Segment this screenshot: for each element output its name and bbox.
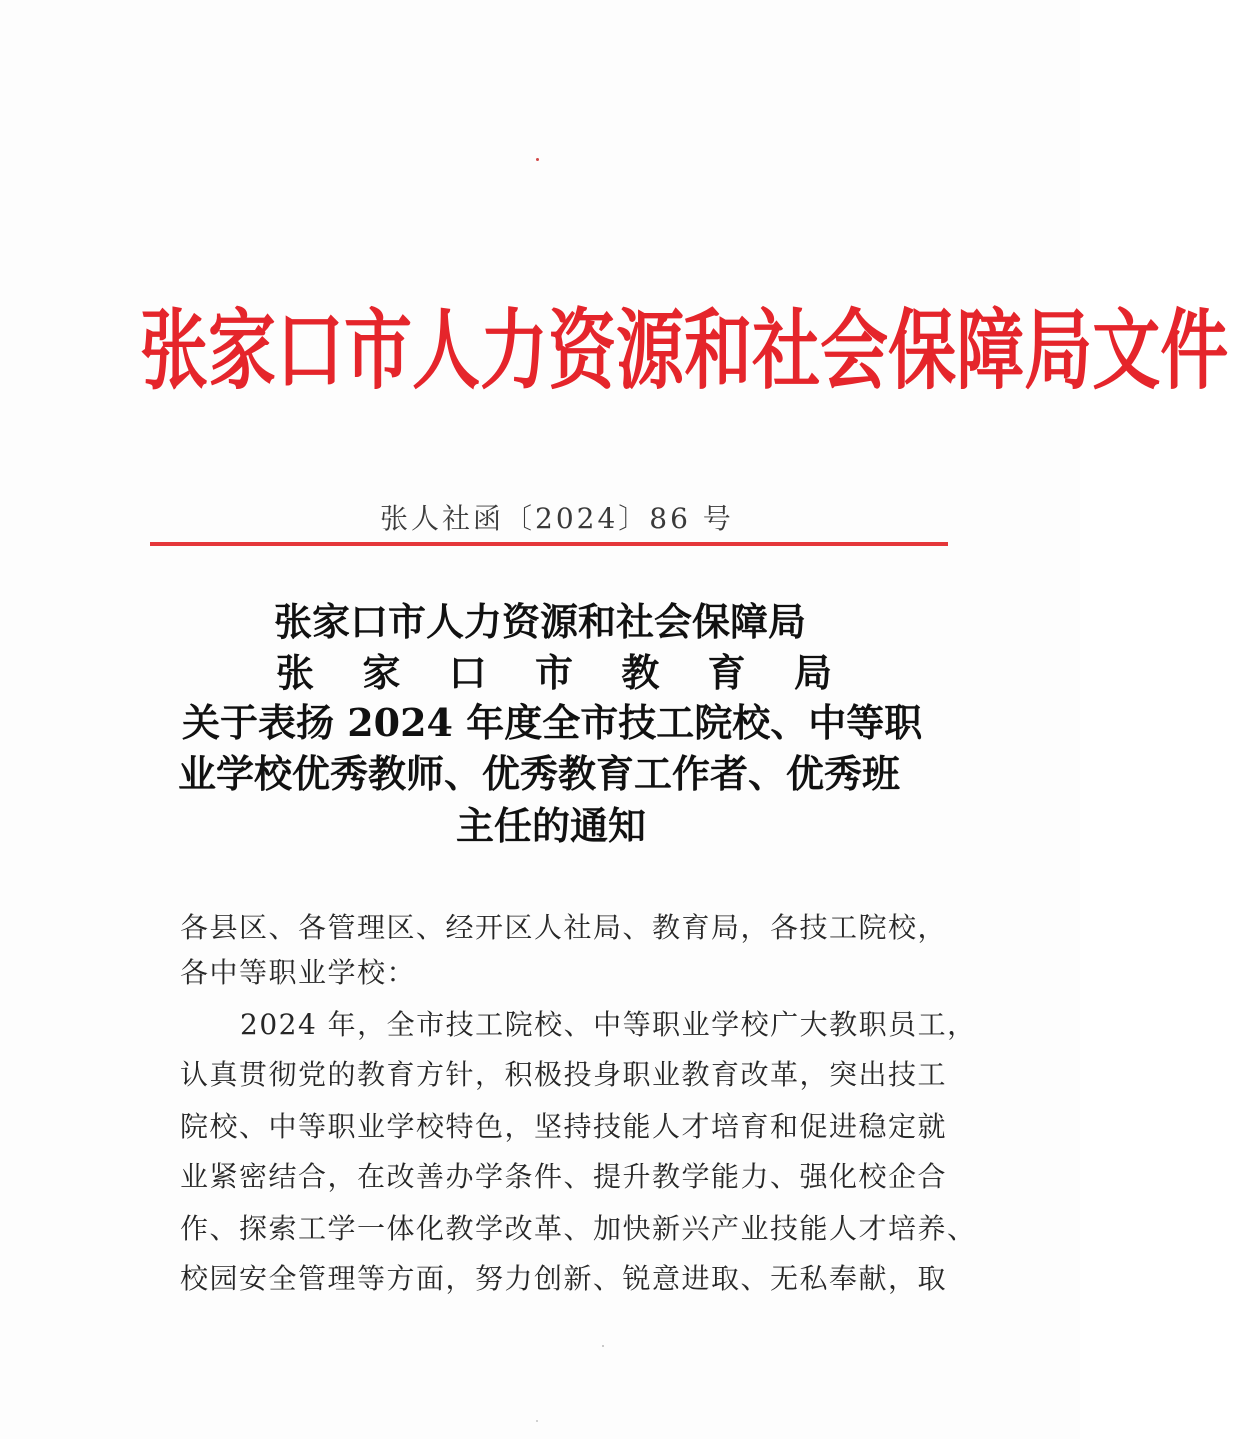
masthead-char: 源 bbox=[616, 299, 685, 403]
masthead-char: 保 bbox=[888, 299, 957, 403]
document-masthead bbox=[140, 281, 1229, 422]
masthead-char: 障 bbox=[956, 299, 1025, 403]
body-paragraph-line: 2024 年，全市技工院校、中等职业学校广大教职员工， bbox=[240, 1008, 977, 1041]
addressee-line: 各中等职业学校： bbox=[180, 956, 417, 989]
masthead-char: 资 bbox=[548, 299, 617, 403]
addressee-line: 各县区、各管理区、经开区人社局、教育局，各技工院校， bbox=[180, 911, 948, 944]
issuer-char: 市 bbox=[534, 650, 573, 695]
issuer-line-2 bbox=[276, 642, 832, 697]
document-number: 张人社函〔2024〕86 号 bbox=[380, 502, 734, 535]
grey-speck bbox=[536, 1420, 538, 1422]
body-paragraph-line: 校园安全管理等方面，努力创新、锐意进取、无私奉献，取 bbox=[180, 1262, 948, 1295]
masthead-char: 会 bbox=[820, 299, 889, 403]
issuer-char: 张 bbox=[276, 650, 315, 695]
masthead-char: 家 bbox=[208, 299, 277, 403]
masthead-char: 市 bbox=[344, 299, 413, 403]
issuer-char: 局 bbox=[793, 650, 832, 695]
body-paragraph-line: 认真贯彻党的教育方针，积极投身职业教育改革，突出技工 bbox=[180, 1058, 948, 1091]
body-paragraph-line: 院校、中等职业学校特色，坚持技能人才培育和促进稳定就 bbox=[180, 1110, 948, 1143]
notice-title-line: 关于表扬 2024 年度全市技工院校、中等职 bbox=[182, 700, 923, 745]
notice-title-line: 主任的通知 bbox=[456, 803, 647, 848]
masthead-char: 人 bbox=[412, 299, 481, 403]
body-paragraph-line: 业紧密结合，在改善办学条件、提升教学能力、强化校企合 bbox=[180, 1160, 948, 1193]
issuer-char: 育 bbox=[707, 650, 746, 695]
notice-title-line: 业学校优秀教师、优秀教育工作者、优秀班 bbox=[178, 751, 901, 796]
masthead-char: 张 bbox=[140, 299, 209, 403]
red-divider-line bbox=[150, 542, 948, 546]
body-paragraph-line: 作、探索工学一体化教学改革、加快新兴产业技能人才培养、 bbox=[180, 1212, 977, 1245]
issuer-line-1: 张家口市人力资源和社会保障局 bbox=[274, 599, 807, 644]
red-speck bbox=[536, 158, 539, 161]
grey-speck bbox=[602, 1345, 604, 1347]
masthead-char: 和 bbox=[684, 299, 753, 403]
masthead-char: 口 bbox=[276, 299, 345, 403]
masthead-char: 力 bbox=[480, 299, 549, 403]
issuer-char: 家 bbox=[362, 650, 401, 695]
masthead-char: 文 bbox=[1092, 299, 1161, 403]
issuer-char: 口 bbox=[448, 650, 487, 695]
masthead-char: 件 bbox=[1160, 299, 1229, 403]
masthead-char: 局 bbox=[1024, 299, 1093, 403]
issuer-char: 教 bbox=[621, 650, 660, 695]
masthead-char: 社 bbox=[752, 299, 821, 403]
